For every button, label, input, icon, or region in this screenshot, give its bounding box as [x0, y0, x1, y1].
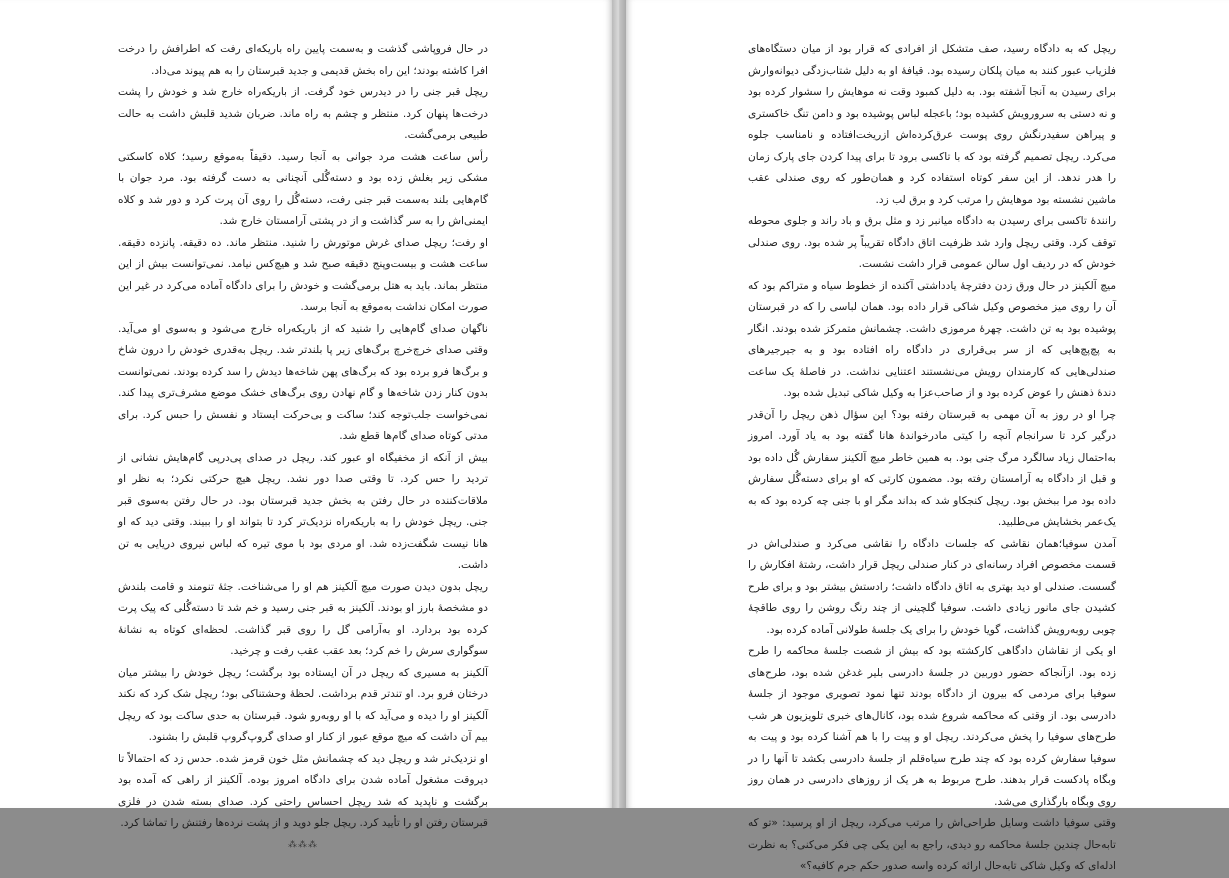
paragraph: او نزدیک‌تر شد و ریچل دید که چشمانش مثل خون قرمز شده. حدس زد که احتمالاً تا دیروقت مشغول آماده شدن برای دادگاه امروز بوده. آلکینز از راهی که آمده بود برگشت و ناپدید که شد ریچل احساس راحتی کرد. صدای بسته شدن در فلزی قبرستان رفتن او را تأیید کرد. ریچل جلو دوید و از پشت نرده‌ها رفتنش را تماشا کرد.: [118, 752, 488, 829]
left-page: [0, 0, 612, 850]
paragraph: او یکی از نقاشان دادگاهی کارکشته بود که بیش از شصت جلسهٔ محاکمه را طرح زده بود. ازآنجاکه حضور دوربین در جلسهٔ دادرسی بلیر غدغن شده بود، طرح‌های سوفیا برای مردمی که بیرون از دادگاه بودند تنها نمود تصویری موجود از جلسهٔ دادرسی بود. از وقتی که محاکمه شروع شده بود، کانال‌های خبری تلویزیون هر شب طرح‌های سوفیا را پخش می‌کردند. ریچل او و پیت را با هم آشنا کرده بود و پیت به سوفیا سفارش کرده بود که چند طرح سیاه‌قلم از جلسهٔ دادرسی بکشد تا آنها را در وبگاه پادکست قرار بدهند. طرح مربوط به هر یک از روزهای دادرسی در همان روز روی وبگاه بارگذاری می‌شد.: [748, 645, 1116, 808]
left-page-text: [118, 39, 488, 853]
paragraph: در حال فروپاشی گذشت و به‌سمت پایین راه باریکه‌ای رفت که اطرافش را درخت افرا کاشته بودند؛ این راه بخش قدیمی و جدید قبرستان را به هم پیوند می‌داد.: [118, 43, 488, 77]
paragraph: آلکینز به مسیری که ریچل در آن ایستاده بود برگشت؛ ریچل خودش را بیشتر میان درختان فرو برد. او تندتر قدم برداشت. لحظهٔ وحشتناکی بود؛ ریچل شک کرد که نکند آلکینز او را دیده و می‌آید که با او روبه‌رو شود. قبرستان به حدی ساکت بود که ریچل بیم آن داشت که میچ موقع عبور از کنار او صدای گروپ‌گروپ قلبش را بشنود.: [118, 666, 488, 743]
paragraph: رأس ساعت هشت مرد جوانی به آنجا رسید. دقیقاً به‌موقع رسید؛ کلاه کاسکتی مشکی زیر بغلش زده بود و دسته‌گُلی آنچنانی به دست گرفته بود. مرد جوان با گام‌هایی بلند به‌سمت قبر جنی رفت، دسته‌گُل را روی آن پرت کرد و دور شد و کلاه ایمنی‌اش را به سر گذاشت و از در پشتی آرامستان خارج شد.: [118, 150, 488, 227]
right-page-text: [748, 39, 1116, 878]
paragraph: رانندهٔ تاکسی برای رسیدن به دادگاه میانبر زد و مثل برق و باد راند و جلوی محوطه توقف کرد. وقتی ریچل وارد شد ظرفیت اتاق دادگاه تقریباً پر شده بود. روی صندلی خودش که در ردیف اول سالن عمومی قرار داشت نشست.: [748, 215, 1116, 270]
paragraph: وقتی سوفیا داشت وسایل طراحی‌اش را مرتب می‌کرد، ریچل از او پرسید: «تو که تابه‌حال چندین جلسهٔ محاکمه رو دیدی، راجع به این یکی چی فکر می‌کنی؟ به نظرت ادله‌ای که وکیل شاکی تابه‌حال ارائه کرده واسه صدور حکم جرم کافیه؟»: [748, 817, 1116, 872]
paragraph: چرا او در روز به آن مهمی به قبرستان رفته بود؟ این سؤال ذهن ریچل را آن‌قدر درگیر کرد تا سرانجام آنچه را کیتی مادرخواندهٔ هانا گفته بود به یاد آورد. امروز به‌احتمال زیاد سالگرد مرگ جنی بود. به همین خاطر میچ آلکینز سفارش گُل داده بود و قبل از دادگاه به آرامستان رفته بود. مضمون کارتی که او برای دسته‌گُل سفارش داده بود مرا ببخش بود. ریچل کنجکاو شد که بداند مگر او با جنی چه کرده بود که به یک‌عمر بخشایش می‌طلبید.: [748, 408, 1116, 528]
right-page: [626, 0, 1229, 872]
paragraph: ریچل بدون دیدن صورت میچ آلکینز هم او را می‌شناخت. جثهٔ تنومند و قامت بلندش دو مشخصهٔ بارز او بودند. آلکینز به قبر جنی رسید و خم شد تا دسته‌گُلی که پیک پرت کرده بود بردارد. او به‌آرامی گل را روی قبر گذاشت. لحظه‌ای کوتاه به نشانهٔ سوگواری سرش را خم کرد؛ بعد عقب عقب رفت و چرخید.: [118, 580, 488, 657]
paragraph: او رفت؛ ریچل صدای غرش موتورش را شنید. منتظر ماند. ده دقیقه. پانزده دقیقه. ساعت هشت و بیست‌وپنج دقیقه صبح شد و هیچ‌کس نیامد. نمی‌توانست بیش از این منتظر بماند. باید به هتل برمی‌گشت و خودش را برای دادگاه آماده می‌کرد در غیر این صورت امکان نداشت به‌موقع به آنجا برسد.: [118, 236, 488, 313]
paragraph: ریچل که به دادگاه رسید، صف متشکل از افرادی که قرار بود از میان دستگاه‌های فلزیاب عبور کنند به میان پلکان رسیده بود. قیافهٔ او به دلیل شتاب‌زدگی دیوانه‌وارش برای رسیدن به آنجا آشفته بود. به دلیل کمبود وقت نه موهایش را سشوار کرده بود و نه دستی به سرورویش کشیده بود؛ باعجله لباس پوشیده بود و دامن تنگ خاکستری و پیراهن سفیدرنگش روی پوست عرق‌کرده‌اش ازریخت‌افتاده و نامناسب جلوه می‌کرد. ریچل تصمیم گرفته بود که با تاکسی برود تا برای پیدا کردن جای پارک زمان را هدر ندهد. از این سفر کوتاه استفاده کرد و همان‌طور که روی صندلی عقب ماشین نشسته بود موهایش را مرتب کرد و برق لب زد.: [748, 43, 1116, 206]
paragraph: ناگهان صدای گام‌هایی را شنید که از باریکه‌راه خارج می‌شود و به‌سوی او می‌آید. وقتی صدای خرچ‌خرچ برگ‌های زیر پا بلندتر شد. ریچل به‌قدری خودش را درون شاخ و برگ‌ها فرو برده بود که برگ‌های پهن شاخه‌ها دیدش را سد کرده بودند. نمی‌توانست بدون کنار زدن شاخه‌ها و گام نهادن روی برگ‌های خشک موضع مشرف‌تری پیدا کند. نمی‌خواست جلب‌توجه کند؛ ساکت و بی‌حرکت ایستاد و نفسش را حبس کرد. برای مدتی کوتاه صدای گام‌ها قطع شد.: [118, 322, 488, 442]
paragraph: میچ آلکینز در حال ورق زدن دفترچهٔ یادداشتی آکنده از خطوط سیاه و متراکم بود که آن را روی میز مخصوص وکیل شاکی قرار داده بود. همان لباسی را که در قبرستان پوشیده بود به تن داشت. چهرهٔ مرموزی داشت. چشمانش متمرکز شده بودند. انگار به پچ‌پچ‌هایی که از سر بی‌قراری در دادگاه راه افتاده بود و به جیرجیرهای صندلی‌هایی که کارمندان رویش می‌نشستند اعتنایی نداشت. در فاصلهٔ یک ساعت دندهٔ ذهنش را عوض کرده بود و از صاحب‌عزا به وکیل شاکی تبدیل شده بود.: [748, 279, 1116, 399]
paragraph: بیش از آنکه از مخفیگاه او عبور کند. ریچل در صدای پی‌درپی گام‌هایش نشانی از تردید را حس کرد. تا وقتی صدا دور نشد. ریچل هیچ حرکتی نکرد؛ به نظر او ملاقات‌کننده در حال رفتن به بخش جدید قبرستان بود. در حال رفتن به‌سوی قبر جنی. ریچل خودش را به باریکه‌راه نزدیک‌تر کرد تا بتواند او را ببیند. وقتی دید که او هانا نیست شگفت‌زده شد. او مردی بود با موی تیره که لباس نیروی دریایی به تن داشت.: [118, 451, 488, 571]
scene-break: ⁂⁂⁂: [288, 839, 318, 850]
paragraph: آمدن سوفیا؛همان نقاشی که جلسات دادگاه را نقاشی می‌کرد و صندلی‌اش در قسمت مخصوص افراد رسانه‌ای در کنار صندلی ریچل قرار داشت، رشتهٔ افکارش را گسست. صندلی او دید بهتری به اتاق دادگاه داشت؛ رادستش بیشتر بود و برای طرح کشیدن جای مانور زیادی داشت. سوفیا گلچینی از چند رنگ روشن را روی طاقچهٔ چوبی روبه‌رویش گذاشت، گویا خودش را برای یک جلسهٔ طولانی آماده کرده بود.: [748, 537, 1116, 636]
paragraph: ریچل قبر جنی را در دیدرس خود گرفت. از باریکه‌راه خارج شد و خودش را پشت درخت‌ها پنهان کرد. منتظر و چشم به راه ماند. ضربان شدید قلبش داشت به حالت طبیعی برمی‌گشت.: [118, 86, 488, 141]
page-gutter: [612, 0, 626, 808]
